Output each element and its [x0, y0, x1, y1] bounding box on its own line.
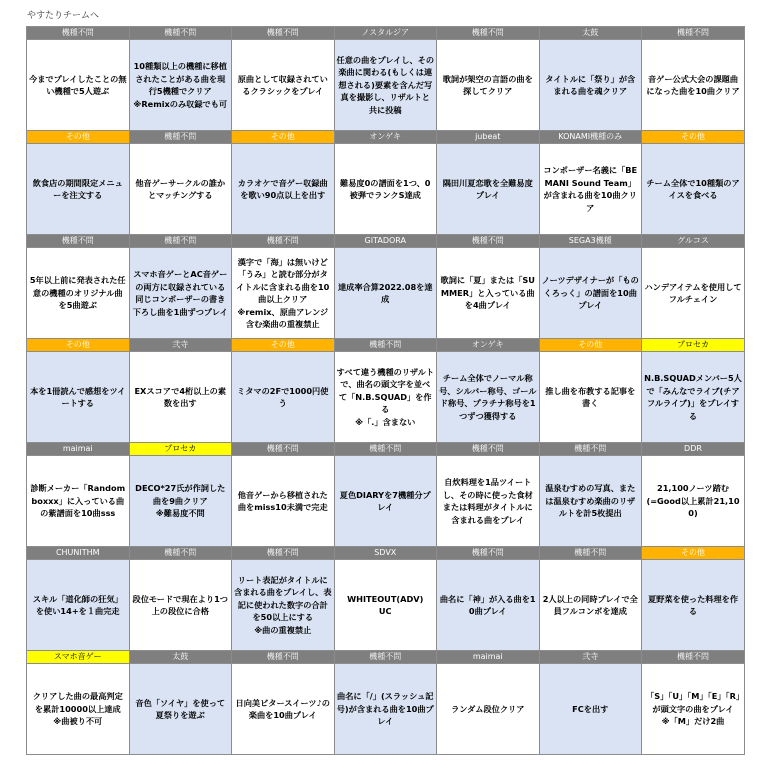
category-row: [27, 131, 745, 144]
category-row: [27, 339, 745, 352]
challenge-text: 診断メーカー「Random boxxx」に入っている曲の紫譜面を10曲sss: [30, 483, 126, 519]
category-label: 機種不問: [437, 235, 540, 248]
challenge-text: EXスコアで4桁以上の素数を出す: [134, 385, 227, 408]
category-label: その他: [232, 339, 335, 352]
challenge-text: 隅田川夏恋歌を全難易度プレイ: [442, 177, 533, 200]
challenge-text: 任意の曲をプレイし、その楽曲に関わる(もしくは連想される)要素を含んだ写真を撮影し、リザルトと共に投稿: [336, 54, 435, 115]
challenge-cell: [27, 664, 130, 755]
category-label: KONAMI機種のみ: [539, 131, 642, 144]
challenge-cell: [334, 560, 437, 651]
challenge-text: 夏野菜を使った料理を作る: [647, 593, 739, 616]
challenge-text: コンポーザー名義に「BEMANI Sound Team」が含まれる曲を10曲クリア: [543, 165, 638, 213]
challenge-text: 推し曲を布教する記事を書く: [545, 385, 636, 408]
challenge-row: [27, 456, 745, 547]
challenge-cell: [232, 456, 335, 547]
page-title: やすたりチームへ: [27, 11, 100, 21]
challenge-row: [27, 352, 745, 443]
challenge-text: WHITEOUT(ADV) UC: [347, 593, 424, 616]
challenge-row: [27, 248, 745, 339]
challenge-cell: [539, 560, 642, 651]
category-label: 太鼓: [539, 27, 642, 40]
category-label: GITADORA: [334, 235, 437, 248]
category-label: 機種不問: [334, 443, 437, 456]
challenge-cell: [129, 352, 232, 443]
challenge-cell: [539, 456, 642, 547]
category-label: jubeat: [437, 131, 540, 144]
challenge-cell: [129, 560, 232, 651]
category-label: 弐寺: [129, 339, 232, 352]
challenge-text: DECO*27氏が作詞した曲を9曲クリア ※難易度不問: [135, 483, 226, 519]
challenge-cell: [437, 144, 540, 235]
category-row: [27, 27, 745, 40]
category-label: 機種不問: [27, 27, 130, 40]
challenge-text: チーム全体で10種類のアイスを食べる: [646, 177, 740, 200]
challenge-text: 温泉むすめの写真、または温泉むすめ楽曲のリザルトを計5枚提出: [545, 483, 636, 519]
category-label: その他: [539, 339, 642, 352]
category-label: maimai: [27, 443, 130, 456]
challenge-cell: [642, 352, 745, 443]
challenge-cell: [539, 144, 642, 235]
challenge-cell: [539, 352, 642, 443]
challenge-cell: [232, 352, 335, 443]
challenge-cell: [129, 664, 232, 755]
challenge-cell: [27, 560, 130, 651]
category-label: オンゲキ: [334, 131, 437, 144]
bingo-grid-body: [27, 27, 745, 755]
category-label: その他: [27, 339, 130, 352]
challenge-text: 原曲として収録されているクラシックをプレイ: [237, 73, 328, 96]
category-label: maimai: [437, 651, 540, 664]
category-label: 機種不問: [232, 235, 335, 248]
challenge-cell: [232, 144, 335, 235]
challenge-text: 日向美ビタースイーツ♪の楽曲を10曲プレイ: [235, 697, 330, 720]
challenge-cell: [334, 144, 437, 235]
category-label: 機種不問: [642, 27, 745, 40]
challenge-text: 歌詞が架空の言語の曲を探してクリア: [442, 73, 533, 96]
category-label: 機種不問: [437, 547, 540, 560]
category-row: [27, 547, 745, 560]
category-label: 機種不問: [129, 131, 232, 144]
category-label: グルコス: [642, 235, 745, 248]
category-row: [27, 235, 745, 248]
category-label: ノスタルジア: [334, 27, 437, 40]
category-label: 機種不問: [27, 235, 130, 248]
challenge-text: 他音ゲーサークルの誰かとマッチングする: [135, 177, 226, 200]
challenge-text: クリアした曲の最高判定を累計10000以上達成 ※曲被り不可: [32, 691, 123, 727]
challenge-row: [27, 664, 745, 755]
category-label: その他: [642, 547, 745, 560]
challenge-cell: [437, 352, 540, 443]
challenge-cell: [642, 664, 745, 755]
category-label: 機種不問: [129, 547, 232, 560]
challenge-text: 音ゲー公式大会の課題曲になった曲を10曲クリア: [646, 73, 740, 96]
challenge-cell: [539, 40, 642, 131]
category-label: その他: [232, 131, 335, 144]
challenge-cell: [27, 352, 130, 443]
category-label: 機種不問: [437, 443, 540, 456]
category-row: [27, 443, 745, 456]
category-label: 弐寺: [539, 651, 642, 664]
challenge-cell: [27, 248, 130, 339]
challenge-cell: [642, 40, 745, 131]
challenge-cell: [642, 144, 745, 235]
challenge-text: 曲名に「/」(スラッシュ記号)が含まれる曲を10曲プレイ: [336, 691, 434, 727]
challenge-row: [27, 560, 745, 651]
challenge-text: カラオケで音ゲー収録曲を歌い90点以上を出す: [237, 177, 328, 200]
challenge-text: 曲名に「神」が入る曲を10曲プレイ: [439, 593, 536, 616]
challenge-cell: [232, 40, 335, 131]
challenge-text: 難易度0の譜面を1つ、0被弾でランクS達成: [340, 177, 431, 200]
category-label: 機種不問: [232, 651, 335, 664]
challenge-cell: [232, 248, 335, 339]
category-label: 機種不問: [539, 547, 642, 560]
challenge-cell: [437, 40, 540, 131]
challenge-text: 21,100ノーツ踏む (=Good以上累計21,100): [646, 483, 740, 519]
challenge-row: [27, 40, 745, 131]
challenge-text: N.B.SQUADメンバー5人で「みんなでライブ(チアフルライブ)」をプレイする: [644, 373, 742, 421]
challenge-cell: [129, 456, 232, 547]
category-label: 機種不問: [539, 443, 642, 456]
challenge-cell: [129, 40, 232, 131]
challenge-text: 5年以上前に発表された任意の機種のオリジナル曲を5曲遊ぶ: [29, 275, 126, 311]
category-label: プロセカ: [642, 339, 745, 352]
challenge-cell: [539, 248, 642, 339]
category-label: 機種不問: [642, 651, 745, 664]
challenge-text: ランダム段位クリア: [451, 703, 525, 714]
challenge-text: リート表記がタイトルに含まれる曲をプレイし、表記に使われた数字の合計を50以上にする ※曲の重複禁止: [234, 574, 332, 635]
challenge-text: 音色「ソイヤ」を使って夏祭りを遊ぶ: [135, 697, 226, 720]
challenge-text: 飲食店の期間限定メニューを注文する: [32, 177, 123, 200]
challenge-cell: [27, 40, 130, 131]
category-label: 機種不問: [232, 443, 335, 456]
category-label: 機種不問: [129, 27, 232, 40]
challenge-text: すべて違う機種のリザルトで、曲名の頭文字を並べて「N.B.SQUAD」を作る ※「.」含まない: [336, 366, 435, 427]
challenge-text: ハンデアイテムを使用してフルチェイン: [644, 281, 742, 304]
category-label: SDVX: [334, 547, 437, 560]
challenge-cell: [437, 560, 540, 651]
bingo-grid: [26, 26, 745, 755]
challenge-text: タイトルに「祭り」が含まれる曲を魂クリア: [545, 73, 636, 96]
challenge-cell: [437, 248, 540, 339]
challenge-cell: [437, 456, 540, 547]
category-label: 機種不問: [334, 339, 437, 352]
challenge-text: 今までプレイしたことの無い機種で5人遊ぶ: [29, 73, 127, 96]
category-label: DDR: [642, 443, 745, 456]
category-label: その他: [642, 131, 745, 144]
category-label: スマホ音ゲー: [27, 651, 130, 664]
challenge-cell: [334, 456, 437, 547]
challenge-cell: [539, 664, 642, 755]
category-label: 機種不問: [232, 27, 335, 40]
category-row: [27, 651, 745, 664]
category-label: SEGA3機種: [539, 235, 642, 248]
challenge-row: [27, 144, 745, 235]
challenge-text: 夏色DIARYを7機種分プレイ: [339, 489, 431, 512]
challenge-text: ノーツデザイナーが「ものくろっく」の譜面を10曲プレイ: [541, 275, 639, 311]
category-label: 機種不問: [232, 547, 335, 560]
challenge-cell: [129, 248, 232, 339]
challenge-cell: [334, 40, 437, 131]
category-label: プロセカ: [129, 443, 232, 456]
challenge-cell: [642, 456, 745, 547]
category-label: 機種不問: [334, 651, 437, 664]
category-label: オンゲキ: [437, 339, 540, 352]
category-label: CHUNITHM: [27, 547, 130, 560]
challenge-cell: [232, 664, 335, 755]
challenge-cell: [334, 664, 437, 755]
challenge-text: ミタマの2Fで1000円使う: [237, 385, 329, 408]
challenge-cell: [642, 560, 745, 651]
challenge-text: スキル「道化師の狂気」を使い14+を１曲完走: [32, 593, 123, 616]
challenge-cell: [129, 144, 232, 235]
challenge-cell: [232, 560, 335, 651]
challenge-text: 他音ゲーから移植された曲をmiss10未満で完走: [237, 489, 328, 512]
category-label: 機種不問: [129, 235, 232, 248]
challenge-text: 歌詞に「夏」または「SUMMER」と入っている曲を4曲プレイ: [440, 275, 535, 311]
category-label: その他: [27, 131, 130, 144]
challenge-text: FCを出す: [572, 703, 609, 714]
challenge-text: 10種類以上の機種に移植されたことがある曲を現行5機種でクリア ※Remixのみ収録でも可: [133, 61, 228, 109]
challenge-text: チーム全体でノーマル称号、シルバー称号、ゴールド称号、プラチナ称号を1つずつ獲得する: [439, 373, 537, 421]
challenge-cell: [334, 352, 437, 443]
category-label: 太鼓: [129, 651, 232, 664]
category-label: 機種不問: [437, 27, 540, 40]
challenge-text: 段位モードで現在より1つ上の段位に合格: [132, 593, 228, 616]
challenge-text: 「S」「U」「M」「E」「R」が頭文字の曲をプレイ ※「M」だけ2曲: [646, 691, 740, 727]
challenge-text: スマホ音ゲーとAC音ゲーの両方に収録されている同じコンポーザーの書き下ろし曲を1曲ずつプレイ: [132, 269, 228, 317]
challenge-cell: [642, 248, 745, 339]
challenge-cell: [27, 456, 130, 547]
challenge-text: 本を1冊読んで感想をツイートする: [30, 385, 126, 408]
challenge-cell: [334, 248, 437, 339]
challenge-text: 2人以上の同時プレイで全員フルコンボを達成: [542, 593, 638, 616]
challenge-text: 達成率合算2022.08を達成: [337, 281, 433, 304]
challenge-text: 漢字で「海」は無いけど「うみ」と読む部分がタイトルに含まれる曲を10曲以上クリア ※remix、原曲アレンジ含む楽曲の重複禁止: [236, 256, 330, 329]
challenge-cell: [27, 144, 130, 235]
challenge-cell: [437, 664, 540, 755]
challenge-text: 自炊料理を1品ツイートし、その時に使った食材または料理がタイトルに含まれる曲をプレイ: [442, 477, 533, 525]
